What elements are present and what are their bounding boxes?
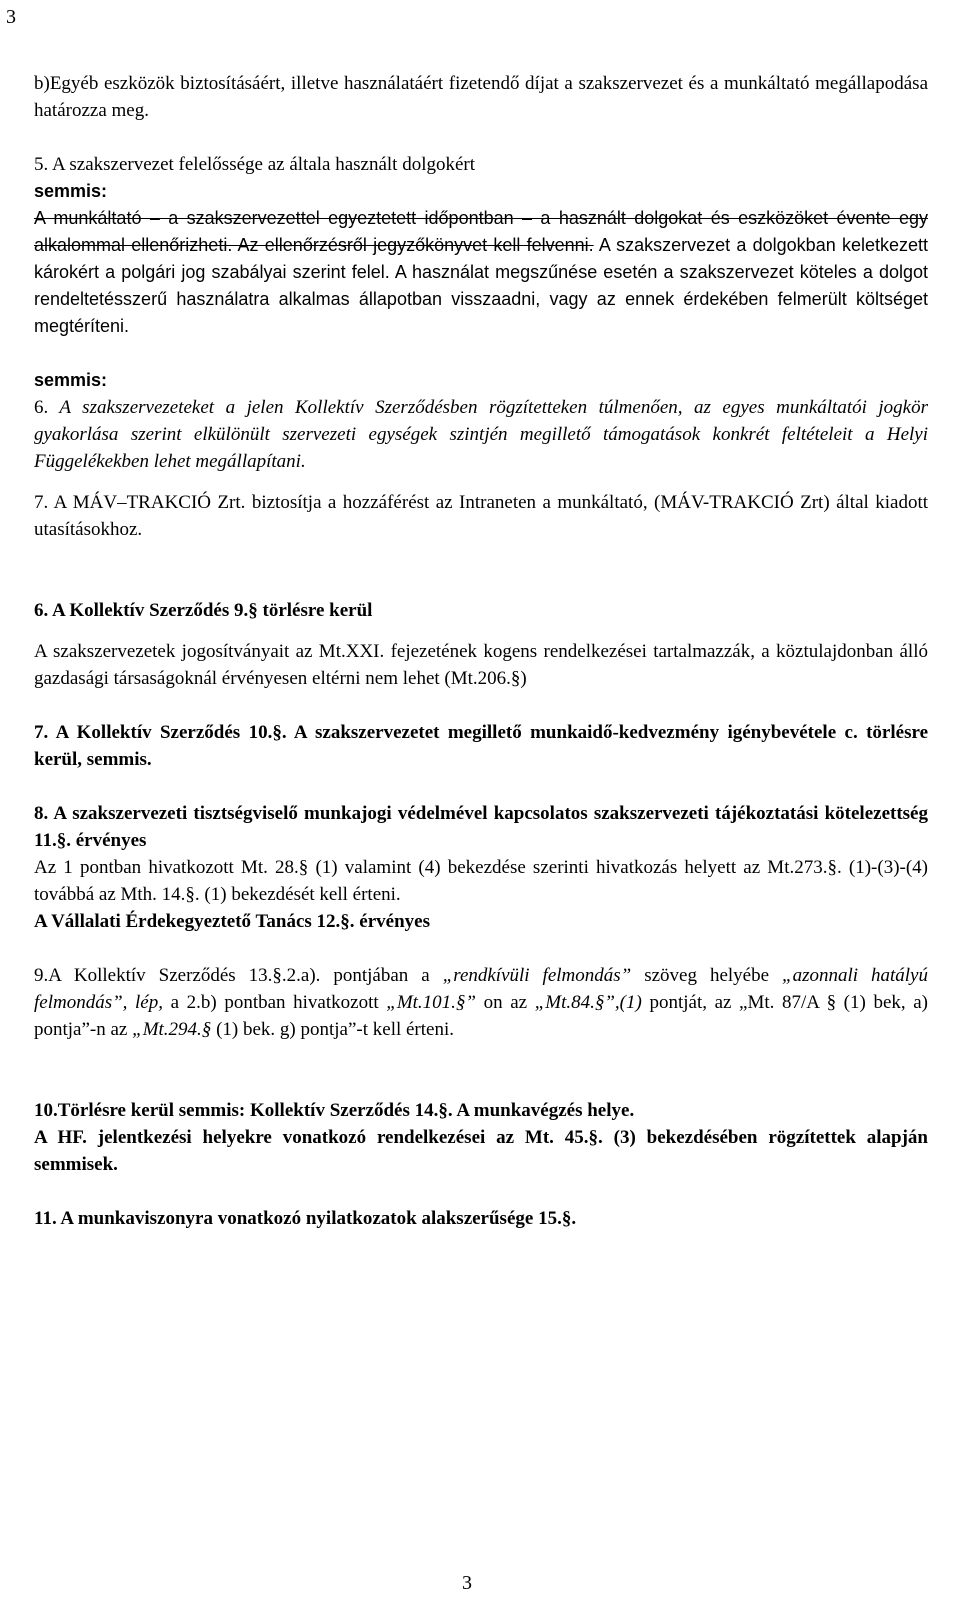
section6-text: A szakszervezetek jogosítványait az Mt.XXI. fejezetének kogens rendelkezései tartalmazzák, a köztulajdonban álló gazdasági társaságoknál érvényesen eltérni nem lehet (Mt.206.§) [34,641,928,689]
item5-heading: 5. A szakszervezet felelőssége az általa használt dolgokért [34,154,476,175]
spacer [34,935,928,962]
section8-subheading: A Vállalati Érdekegyeztető Tanács 12.§. érvényes [34,911,430,932]
section9-body [34,962,928,1043]
section8-heading: 8. A szakszervezeti tisztségviselő munkajogi védelmével kapcsolatos szakszervezeti tájékoztatási kötelezettség 11.§. érvényes [34,803,928,851]
document-body [34,70,928,1232]
section10-text: A HF. jelentkezési helyekre vonatkozó rendelkezései az Mt. 45.§. (3) bekezdésében rögzítettek alapján semmisek. [34,1127,928,1175]
section9-part6: (1) bek. g) pontja”-t kell érteni. [211,1019,454,1040]
section9-part3: a 2.b) pontban hivatkozott [163,992,387,1013]
section9-italic1: „rendkívüli felmondás” [442,965,632,986]
item5-rest-text: A szakszervezet a dolgokban keletkezett károkért a polgári jog szabályai szerint felel. A használat megszűnése esetén a szakszervezet köteles a dolgot rendeltetésszerű használatra alkalmas állapotban visszaadni, vagy az ennek érdekében felmerült költséget megtéríteni. [34,235,928,336]
page-number-bottom: 3 [462,1572,472,1594]
section9-part4: on az [476,992,535,1013]
item6-semmis-label: semmis: [34,370,108,390]
paragraph-b: b)Egyéb eszközök biztosításáért, illetve használatáért fizetendő díjat a szakszervezet és a munkáltató megállapodása határozza meg. [34,73,928,121]
spacer [34,475,928,489]
page-number-top: 3 [6,6,16,28]
spacer [34,1178,928,1205]
section11-heading: 11. A munkaviszonyra vonatkozó nyilatkozatok alakszerűsége 15.§. [34,1208,577,1229]
item5-body [34,205,928,340]
section9-italic2: „azonnali hatályú felmondás”, lép, [34,965,928,1013]
section9-italic5: „Mt.294.§ [132,1019,212,1040]
spacer [34,624,928,638]
section9-part1: 9.A Kollektív Szerződés 13.§.2.a). pontjában a [34,965,443,986]
spacer [34,543,928,597]
spacer [34,773,928,800]
spacer [34,1043,928,1097]
item6-number: 6. [34,397,49,418]
section8-text: Az 1 pontban hivatkozott Mt. 28.§ (1) valamint (4) bekezdése szerinti hivatkozás helyett az Mt.273.§. (1)-(3)-(4) továbbá az Mth. 14.§. (1) bekezdését kell érteni. [34,857,928,905]
section9-part2: szöveg helyébe [631,965,782,986]
spacer [34,124,928,151]
section7-heading: 7. A Kollektív Szerződés 10.§. A szakszervezetet megillető munkaidő-kedvezmény igénybevétele c. törlésre kerül, semmis. [34,722,928,770]
item6-text: A szakszervezeteket a jelen Kollektív Szerződésben rögzítetteken túlmenően, az egyes munkáltatói jogkör gyakorlása szerint elkülönült szervezeti egységek szintjén megillető támogatások konkrét feltételeit a Helyi Függelékekben lehet megállapítani. [34,397,928,472]
spacer [34,692,928,719]
item5-semmis-label: semmis: [34,181,108,201]
section6-heading: 6. A Kollektív Szerződés 9.§ törlésre kerül [34,600,373,621]
item6-body [34,394,928,475]
spacer [34,340,928,367]
section9-part5: pontját, az „Mt. 87/A § (1) bek, a) pontja”-n az [34,992,928,1040]
section10-heading: 10.Törlésre kerül semmis: Kollektív Szerződés 14.§. A munkavégzés helye. [34,1100,635,1121]
section9-italic4: „Mt.84.§”,(1) [534,992,642,1013]
item5-struck-text: A munkáltató – a szakszervezettel egyeztetett időpontban – a használt dolgokat és eszközöket évente egy alkalommal ellenőrizheti. Az ellenőrzésről jegyzőkönyvet kell felvenni. [34,208,928,255]
section9-italic3: „Mt.101.§” [386,992,476,1013]
item7-body: 7. A MÁV–TRAKCIÓ Zrt. biztosítja a hozzáférést az Intraneten a munkáltató, (MÁV-TRAKCIÓ Zrt) által kiadott utasításokhoz. [34,492,928,540]
